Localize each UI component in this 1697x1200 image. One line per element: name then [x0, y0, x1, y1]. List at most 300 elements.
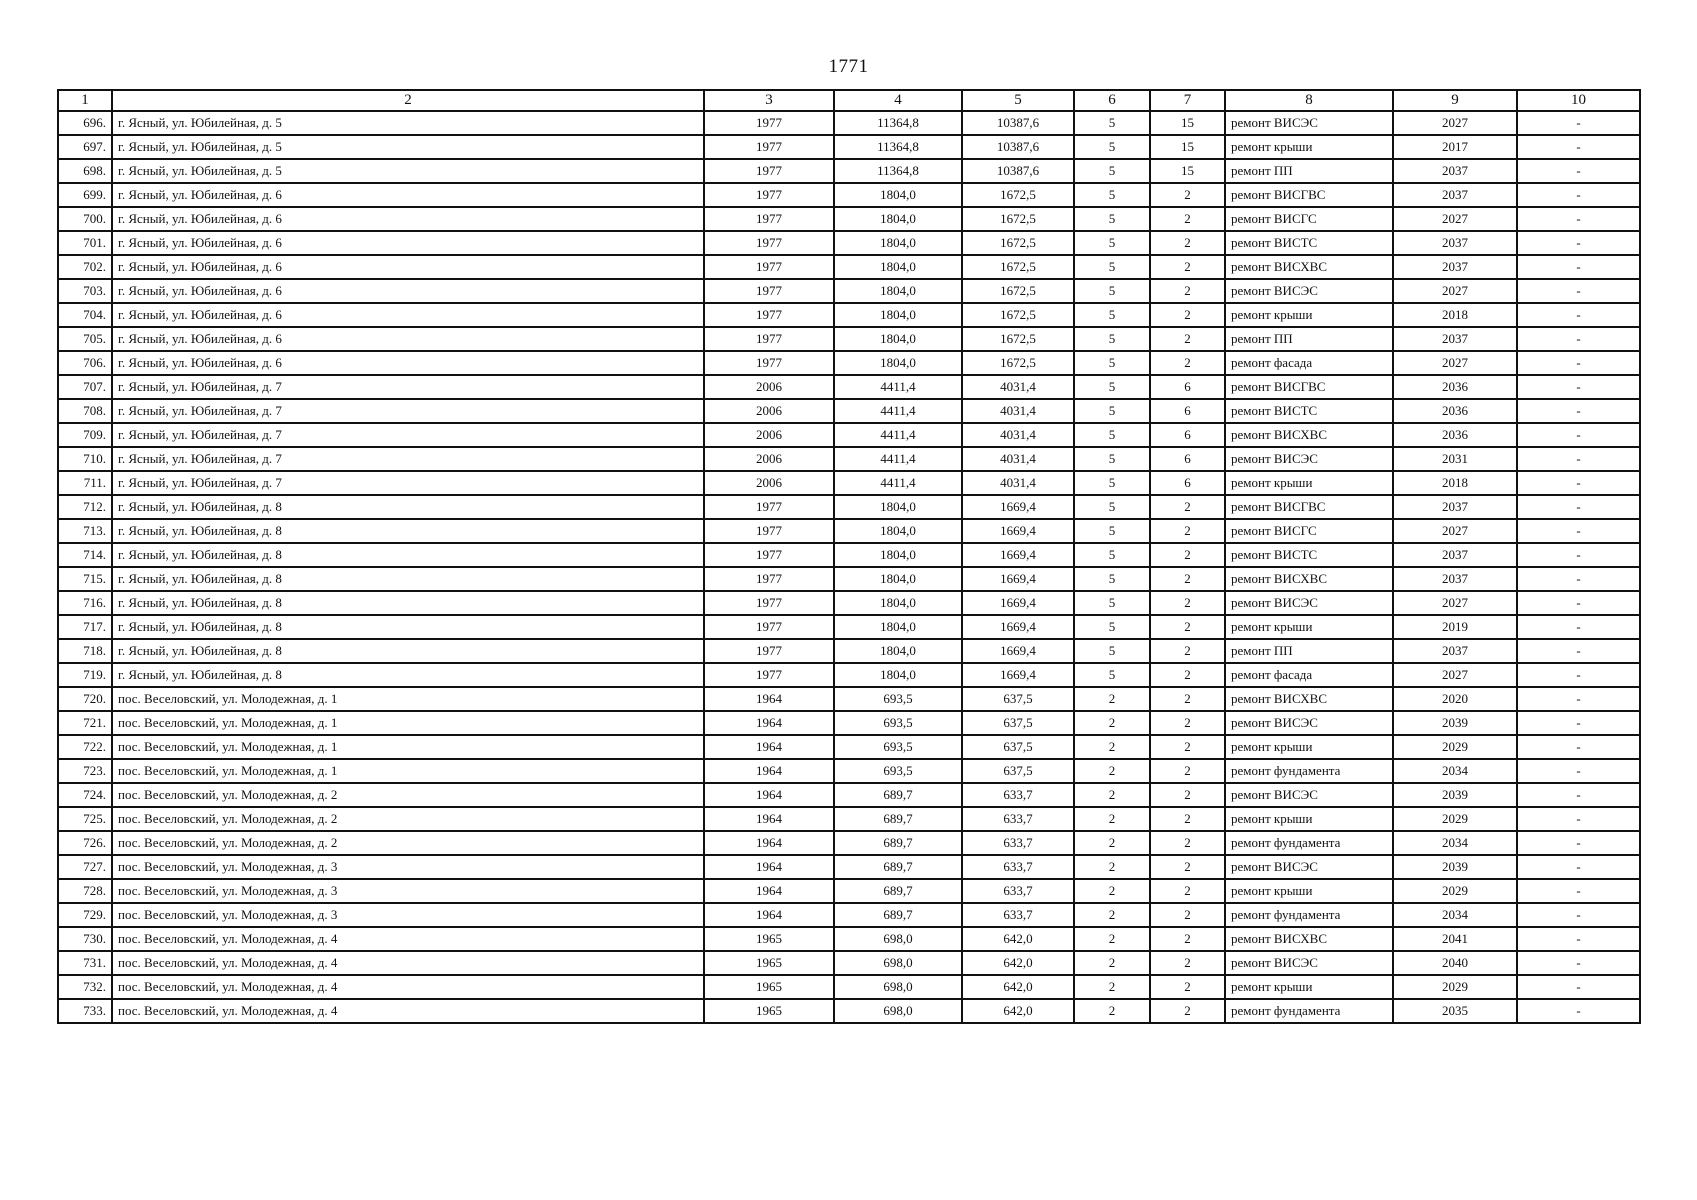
- cell-living-area: 637,5: [962, 735, 1074, 759]
- cell-planned-year: 2039: [1393, 783, 1517, 807]
- cell-work-type: ремонт ВИСХВС: [1225, 927, 1393, 951]
- cell-floors: 5: [1074, 183, 1150, 207]
- cell-entrances: 2: [1150, 711, 1225, 735]
- table-row: [58, 543, 1640, 567]
- table-row: [58, 207, 1640, 231]
- cell-year-built: 1964: [704, 759, 834, 783]
- cell-year-built: 1977: [704, 567, 834, 591]
- cell-note: -: [1517, 831, 1640, 855]
- cell-total-area: 689,7: [834, 855, 962, 879]
- cell-work-type: ремонт крыши: [1225, 879, 1393, 903]
- cell-floors: 2: [1074, 999, 1150, 1023]
- cell-work-type: ремонт фундамента: [1225, 831, 1393, 855]
- cell-floors: 2: [1074, 831, 1150, 855]
- cell-living-area: 1669,4: [962, 639, 1074, 663]
- cell-work-type: ремонт крыши: [1225, 735, 1393, 759]
- cell-note: -: [1517, 399, 1640, 423]
- column-header-6: 6: [1074, 90, 1150, 111]
- cell-note: -: [1517, 375, 1640, 399]
- column-header-7: 7: [1150, 90, 1225, 111]
- cell-entrances: 2: [1150, 567, 1225, 591]
- cell-year-built: 1977: [704, 159, 834, 183]
- cell-living-area: 637,5: [962, 759, 1074, 783]
- cell-address: г. Ясный, ул. Юбилейная, д. 8: [112, 591, 704, 615]
- cell-row-number: 698.: [58, 159, 112, 183]
- cell-planned-year: 2018: [1393, 471, 1517, 495]
- cell-planned-year: 2018: [1393, 303, 1517, 327]
- cell-living-area: 4031,4: [962, 423, 1074, 447]
- table-row: [58, 687, 1640, 711]
- cell-total-area: 1804,0: [834, 519, 962, 543]
- cell-floors: 5: [1074, 327, 1150, 351]
- cell-living-area: 642,0: [962, 927, 1074, 951]
- cell-floors: 2: [1074, 903, 1150, 927]
- cell-row-number: 727.: [58, 855, 112, 879]
- cell-work-type: ремонт фасада: [1225, 351, 1393, 375]
- cell-row-number: 725.: [58, 807, 112, 831]
- cell-work-type: ремонт ПП: [1225, 327, 1393, 351]
- cell-row-number: 708.: [58, 399, 112, 423]
- cell-planned-year: 2036: [1393, 423, 1517, 447]
- table-row: [58, 999, 1640, 1023]
- cell-row-number: 721.: [58, 711, 112, 735]
- cell-floors: 5: [1074, 255, 1150, 279]
- cell-address: пос. Веселовский, ул. Молодежная, д. 2: [112, 807, 704, 831]
- cell-total-area: 689,7: [834, 903, 962, 927]
- cell-address: г. Ясный, ул. Юбилейная, д. 8: [112, 495, 704, 519]
- cell-total-area: 693,5: [834, 759, 962, 783]
- cell-work-type: ремонт крыши: [1225, 975, 1393, 999]
- cell-planned-year: 2037: [1393, 639, 1517, 663]
- cell-address: г. Ясный, ул. Юбилейная, д. 7: [112, 471, 704, 495]
- cell-entrances: 6: [1150, 447, 1225, 471]
- table-row: [58, 159, 1640, 183]
- cell-living-area: 4031,4: [962, 447, 1074, 471]
- cell-planned-year: 2020: [1393, 687, 1517, 711]
- cell-total-area: 11364,8: [834, 159, 962, 183]
- cell-row-number: 720.: [58, 687, 112, 711]
- column-header-4: 4: [834, 90, 962, 111]
- cell-floors: 2: [1074, 927, 1150, 951]
- cell-year-built: 1977: [704, 135, 834, 159]
- cell-floors: 5: [1074, 423, 1150, 447]
- cell-floors: 5: [1074, 351, 1150, 375]
- cell-work-type: ремонт ВИСГВС: [1225, 375, 1393, 399]
- cell-total-area: 1804,0: [834, 543, 962, 567]
- cell-entrances: 2: [1150, 855, 1225, 879]
- header-row: [58, 90, 1640, 111]
- table-row: [58, 663, 1640, 687]
- cell-work-type: ремонт ВИСХВС: [1225, 423, 1393, 447]
- cell-entrances: 2: [1150, 303, 1225, 327]
- cell-address: г. Ясный, ул. Юбилейная, д. 5: [112, 135, 704, 159]
- cell-total-area: 4411,4: [834, 447, 962, 471]
- cell-note: -: [1517, 567, 1640, 591]
- cell-row-number: 724.: [58, 783, 112, 807]
- cell-total-area: 1804,0: [834, 279, 962, 303]
- cell-total-area: 698,0: [834, 927, 962, 951]
- cell-total-area: 689,7: [834, 807, 962, 831]
- cell-floors: 2: [1074, 951, 1150, 975]
- page-number: 1771: [828, 56, 869, 77]
- cell-planned-year: 2029: [1393, 975, 1517, 999]
- cell-year-built: 1965: [704, 975, 834, 999]
- cell-year-built: 2006: [704, 399, 834, 423]
- cell-work-type: ремонт ВИСЭС: [1225, 591, 1393, 615]
- cell-entrances: 2: [1150, 639, 1225, 663]
- table-row: [58, 783, 1640, 807]
- cell-address: пос. Веселовский, ул. Молодежная, д. 2: [112, 783, 704, 807]
- cell-floors: 2: [1074, 807, 1150, 831]
- cell-entrances: 2: [1150, 759, 1225, 783]
- cell-note: -: [1517, 447, 1640, 471]
- cell-note: -: [1517, 639, 1640, 663]
- cell-note: -: [1517, 903, 1640, 927]
- cell-planned-year: 2034: [1393, 759, 1517, 783]
- cell-year-built: 1977: [704, 207, 834, 231]
- cell-address: пос. Веселовский, ул. Молодежная, д. 1: [112, 735, 704, 759]
- cell-note: -: [1517, 927, 1640, 951]
- cell-year-built: 1977: [704, 615, 834, 639]
- cell-year-built: 1977: [704, 255, 834, 279]
- cell-total-area: 1804,0: [834, 327, 962, 351]
- cell-living-area: 1672,5: [962, 231, 1074, 255]
- cell-floors: 5: [1074, 495, 1150, 519]
- cell-work-type: ремонт ВИСЭС: [1225, 279, 1393, 303]
- cell-planned-year: 2029: [1393, 879, 1517, 903]
- cell-address: г. Ясный, ул. Юбилейная, д. 6: [112, 183, 704, 207]
- cell-note: -: [1517, 975, 1640, 999]
- cell-floors: 2: [1074, 975, 1150, 999]
- cell-year-built: 2006: [704, 471, 834, 495]
- cell-living-area: 633,7: [962, 831, 1074, 855]
- cell-note: -: [1517, 159, 1640, 183]
- cell-entrances: 15: [1150, 111, 1225, 135]
- cell-row-number: 723.: [58, 759, 112, 783]
- cell-planned-year: 2027: [1393, 663, 1517, 687]
- cell-living-area: 1669,4: [962, 495, 1074, 519]
- cell-year-built: 1964: [704, 711, 834, 735]
- cell-note: -: [1517, 879, 1640, 903]
- cell-entrances: 2: [1150, 735, 1225, 759]
- cell-year-built: 1964: [704, 735, 834, 759]
- cell-row-number: 699.: [58, 183, 112, 207]
- cell-total-area: 693,5: [834, 711, 962, 735]
- cell-row-number: 697.: [58, 135, 112, 159]
- cell-note: -: [1517, 759, 1640, 783]
- cell-year-built: 1977: [704, 351, 834, 375]
- cell-address: г. Ясный, ул. Юбилейная, д. 8: [112, 519, 704, 543]
- cell-entrances: 2: [1150, 255, 1225, 279]
- cell-work-type: ремонт фундамента: [1225, 759, 1393, 783]
- table-row: [58, 975, 1640, 999]
- table-row: [58, 471, 1640, 495]
- cell-row-number: 707.: [58, 375, 112, 399]
- table-row: [58, 279, 1640, 303]
- cell-note: -: [1517, 735, 1640, 759]
- cell-work-type: ремонт ВИСГВС: [1225, 183, 1393, 207]
- table-row: [58, 567, 1640, 591]
- cell-note: -: [1517, 663, 1640, 687]
- cell-work-type: ремонт ВИСЭС: [1225, 951, 1393, 975]
- cell-living-area: 4031,4: [962, 375, 1074, 399]
- cell-total-area: 693,5: [834, 687, 962, 711]
- cell-total-area: 1804,0: [834, 207, 962, 231]
- cell-entrances: 2: [1150, 543, 1225, 567]
- cell-address: пос. Веселовский, ул. Молодежная, д. 4: [112, 999, 704, 1023]
- cell-planned-year: 2017: [1393, 135, 1517, 159]
- cell-address: г. Ясный, ул. Юбилейная, д. 6: [112, 279, 704, 303]
- cell-floors: 5: [1074, 135, 1150, 159]
- cell-note: -: [1517, 591, 1640, 615]
- cell-address: г. Ясный, ул. Юбилейная, д. 7: [112, 423, 704, 447]
- cell-total-area: 1804,0: [834, 567, 962, 591]
- cell-total-area: 1804,0: [834, 303, 962, 327]
- cell-total-area: 693,5: [834, 735, 962, 759]
- cell-planned-year: 2041: [1393, 927, 1517, 951]
- cell-entrances: 2: [1150, 927, 1225, 951]
- table-row: [58, 447, 1640, 471]
- cell-planned-year: 2027: [1393, 279, 1517, 303]
- cell-floors: 5: [1074, 399, 1150, 423]
- cell-year-built: 1977: [704, 303, 834, 327]
- cell-work-type: ремонт ВИСХВС: [1225, 687, 1393, 711]
- cell-entrances: 2: [1150, 807, 1225, 831]
- cell-note: -: [1517, 423, 1640, 447]
- cell-note: -: [1517, 327, 1640, 351]
- cell-floors: 5: [1074, 207, 1150, 231]
- cell-total-area: 689,7: [834, 783, 962, 807]
- cell-total-area: 1804,0: [834, 231, 962, 255]
- cell-work-type: ремонт ВИСТС: [1225, 543, 1393, 567]
- table-row: [58, 615, 1640, 639]
- table-row: [58, 255, 1640, 279]
- cell-entrances: 6: [1150, 423, 1225, 447]
- column-header-9: 9: [1393, 90, 1517, 111]
- cell-work-type: ремонт ВИСЭС: [1225, 711, 1393, 735]
- cell-total-area: 1804,0: [834, 663, 962, 687]
- cell-living-area: 1672,5: [962, 327, 1074, 351]
- cell-work-type: ремонт крыши: [1225, 615, 1393, 639]
- table-row: [58, 711, 1640, 735]
- cell-address: г. Ясный, ул. Юбилейная, д. 8: [112, 639, 704, 663]
- cell-living-area: 633,7: [962, 903, 1074, 927]
- cell-total-area: 689,7: [834, 879, 962, 903]
- cell-living-area: 10387,6: [962, 159, 1074, 183]
- cell-row-number: 722.: [58, 735, 112, 759]
- cell-year-built: 2006: [704, 447, 834, 471]
- cell-row-number: 703.: [58, 279, 112, 303]
- cell-year-built: 1965: [704, 999, 834, 1023]
- cell-row-number: 730.: [58, 927, 112, 951]
- cell-entrances: 2: [1150, 975, 1225, 999]
- cell-total-area: 689,7: [834, 831, 962, 855]
- cell-work-type: ремонт ВИСХВС: [1225, 255, 1393, 279]
- cell-living-area: 633,7: [962, 783, 1074, 807]
- cell-planned-year: 2039: [1393, 711, 1517, 735]
- cell-living-area: 1669,4: [962, 543, 1074, 567]
- cell-address: г. Ясный, ул. Юбилейная, д. 5: [112, 111, 704, 135]
- cell-planned-year: 2031: [1393, 447, 1517, 471]
- cell-address: г. Ясный, ул. Юбилейная, д. 7: [112, 375, 704, 399]
- cell-work-type: ремонт крыши: [1225, 135, 1393, 159]
- cell-year-built: 1964: [704, 855, 834, 879]
- cell-address: г. Ясный, ул. Юбилейная, д. 6: [112, 327, 704, 351]
- cell-living-area: 1672,5: [962, 183, 1074, 207]
- cell-note: -: [1517, 543, 1640, 567]
- cell-year-built: 1964: [704, 879, 834, 903]
- cell-year-built: 1977: [704, 279, 834, 303]
- cell-entrances: 6: [1150, 375, 1225, 399]
- cell-living-area: 1669,4: [962, 567, 1074, 591]
- cell-floors: 5: [1074, 159, 1150, 183]
- cell-address: г. Ясный, ул. Юбилейная, д. 7: [112, 447, 704, 471]
- cell-address: г. Ясный, ул. Юбилейная, д. 6: [112, 351, 704, 375]
- cell-work-type: ремонт ПП: [1225, 159, 1393, 183]
- cell-row-number: 705.: [58, 327, 112, 351]
- cell-floors: 5: [1074, 279, 1150, 303]
- cell-row-number: 701.: [58, 231, 112, 255]
- cell-address: г. Ясный, ул. Юбилейная, д. 6: [112, 231, 704, 255]
- column-header-1: 1: [58, 90, 112, 111]
- table-row: [58, 351, 1640, 375]
- cell-entrances: 2: [1150, 519, 1225, 543]
- cell-row-number: 706.: [58, 351, 112, 375]
- cell-living-area: 1669,4: [962, 519, 1074, 543]
- cell-entrances: 2: [1150, 495, 1225, 519]
- column-header-8: 8: [1225, 90, 1393, 111]
- cell-note: -: [1517, 279, 1640, 303]
- cell-living-area: 1672,5: [962, 279, 1074, 303]
- cell-living-area: 633,7: [962, 855, 1074, 879]
- cell-address: г. Ясный, ул. Юбилейная, д. 6: [112, 255, 704, 279]
- cell-year-built: 1977: [704, 519, 834, 543]
- cell-address: пос. Веселовский, ул. Молодежная, д. 3: [112, 903, 704, 927]
- cell-entrances: 2: [1150, 231, 1225, 255]
- cell-year-built: 1965: [704, 951, 834, 975]
- cell-address: г. Ясный, ул. Юбилейная, д. 8: [112, 663, 704, 687]
- table-row: [58, 231, 1640, 255]
- cell-total-area: 4411,4: [834, 471, 962, 495]
- cell-entrances: 2: [1150, 327, 1225, 351]
- cell-total-area: 11364,8: [834, 135, 962, 159]
- cell-row-number: 717.: [58, 615, 112, 639]
- cell-entrances: 2: [1150, 183, 1225, 207]
- cell-planned-year: 2027: [1393, 591, 1517, 615]
- cell-note: -: [1517, 951, 1640, 975]
- cell-work-type: ремонт фасада: [1225, 663, 1393, 687]
- cell-address: г. Ясный, ул. Юбилейная, д. 7: [112, 399, 704, 423]
- table-row: [58, 519, 1640, 543]
- cell-planned-year: 2019: [1393, 615, 1517, 639]
- cell-living-area: 1669,4: [962, 591, 1074, 615]
- cell-address: пос. Веселовский, ул. Молодежная, д. 3: [112, 879, 704, 903]
- cell-work-type: ремонт фундамента: [1225, 903, 1393, 927]
- cell-entrances: 2: [1150, 999, 1225, 1023]
- cell-floors: 2: [1074, 735, 1150, 759]
- cell-row-number: 728.: [58, 879, 112, 903]
- cell-address: пос. Веселовский, ул. Молодежная, д. 3: [112, 855, 704, 879]
- cell-year-built: 1977: [704, 495, 834, 519]
- cell-work-type: ремонт крыши: [1225, 471, 1393, 495]
- cell-floors: 5: [1074, 231, 1150, 255]
- cell-work-type: ремонт ВИСГВС: [1225, 495, 1393, 519]
- cell-living-area: 1672,5: [962, 255, 1074, 279]
- cell-total-area: 4411,4: [834, 399, 962, 423]
- cell-note: -: [1517, 351, 1640, 375]
- cell-year-built: 1964: [704, 807, 834, 831]
- cell-row-number: 731.: [58, 951, 112, 975]
- cell-address: г. Ясный, ул. Юбилейная, д. 8: [112, 543, 704, 567]
- cell-note: -: [1517, 615, 1640, 639]
- table-row: [58, 903, 1640, 927]
- cell-planned-year: 2034: [1393, 831, 1517, 855]
- cell-year-built: 1977: [704, 591, 834, 615]
- cell-living-area: 642,0: [962, 975, 1074, 999]
- cell-planned-year: 2036: [1393, 399, 1517, 423]
- cell-floors: 5: [1074, 615, 1150, 639]
- cell-row-number: 718.: [58, 639, 112, 663]
- cell-work-type: ремонт фундамента: [1225, 999, 1393, 1023]
- cell-note: -: [1517, 687, 1640, 711]
- cell-living-area: 1669,4: [962, 663, 1074, 687]
- cell-entrances: 2: [1150, 207, 1225, 231]
- cell-work-type: ремонт крыши: [1225, 807, 1393, 831]
- cell-address: пос. Веселовский, ул. Молодежная, д. 1: [112, 711, 704, 735]
- cell-year-built: 1964: [704, 687, 834, 711]
- cell-row-number: 716.: [58, 591, 112, 615]
- cell-floors: 5: [1074, 447, 1150, 471]
- cell-address: пос. Веселовский, ул. Молодежная, д. 4: [112, 951, 704, 975]
- cell-entrances: 2: [1150, 351, 1225, 375]
- cell-floors: 2: [1074, 687, 1150, 711]
- cell-row-number: 719.: [58, 663, 112, 687]
- table-row: [58, 855, 1640, 879]
- table-row: [58, 423, 1640, 447]
- cell-year-built: 1977: [704, 111, 834, 135]
- cell-living-area: 4031,4: [962, 399, 1074, 423]
- cell-total-area: 1804,0: [834, 255, 962, 279]
- cell-total-area: 1804,0: [834, 639, 962, 663]
- table-row: [58, 807, 1640, 831]
- cell-entrances: 6: [1150, 399, 1225, 423]
- cell-year-built: 1964: [704, 831, 834, 855]
- cell-entrances: 2: [1150, 879, 1225, 903]
- table-row: [58, 327, 1640, 351]
- cell-year-built: 1964: [704, 783, 834, 807]
- cell-note: -: [1517, 519, 1640, 543]
- cell-row-number: 696.: [58, 111, 112, 135]
- cell-work-type: ремонт ПП: [1225, 639, 1393, 663]
- cell-living-area: 642,0: [962, 999, 1074, 1023]
- cell-year-built: 1964: [704, 903, 834, 927]
- cell-living-area: 1672,5: [962, 207, 1074, 231]
- cell-entrances: 2: [1150, 687, 1225, 711]
- cell-floors: 5: [1074, 471, 1150, 495]
- cell-planned-year: 2034: [1393, 903, 1517, 927]
- cell-row-number: 715.: [58, 567, 112, 591]
- cell-floors: 2: [1074, 783, 1150, 807]
- cell-entrances: 2: [1150, 663, 1225, 687]
- cell-planned-year: 2037: [1393, 327, 1517, 351]
- cell-work-type: ремонт ВИСЭС: [1225, 447, 1393, 471]
- cell-work-type: ремонт крыши: [1225, 303, 1393, 327]
- cell-address: пос. Веселовский, ул. Молодежная, д. 4: [112, 927, 704, 951]
- cell-note: -: [1517, 495, 1640, 519]
- cell-planned-year: 2027: [1393, 351, 1517, 375]
- cell-planned-year: 2036: [1393, 375, 1517, 399]
- cell-row-number: 713.: [58, 519, 112, 543]
